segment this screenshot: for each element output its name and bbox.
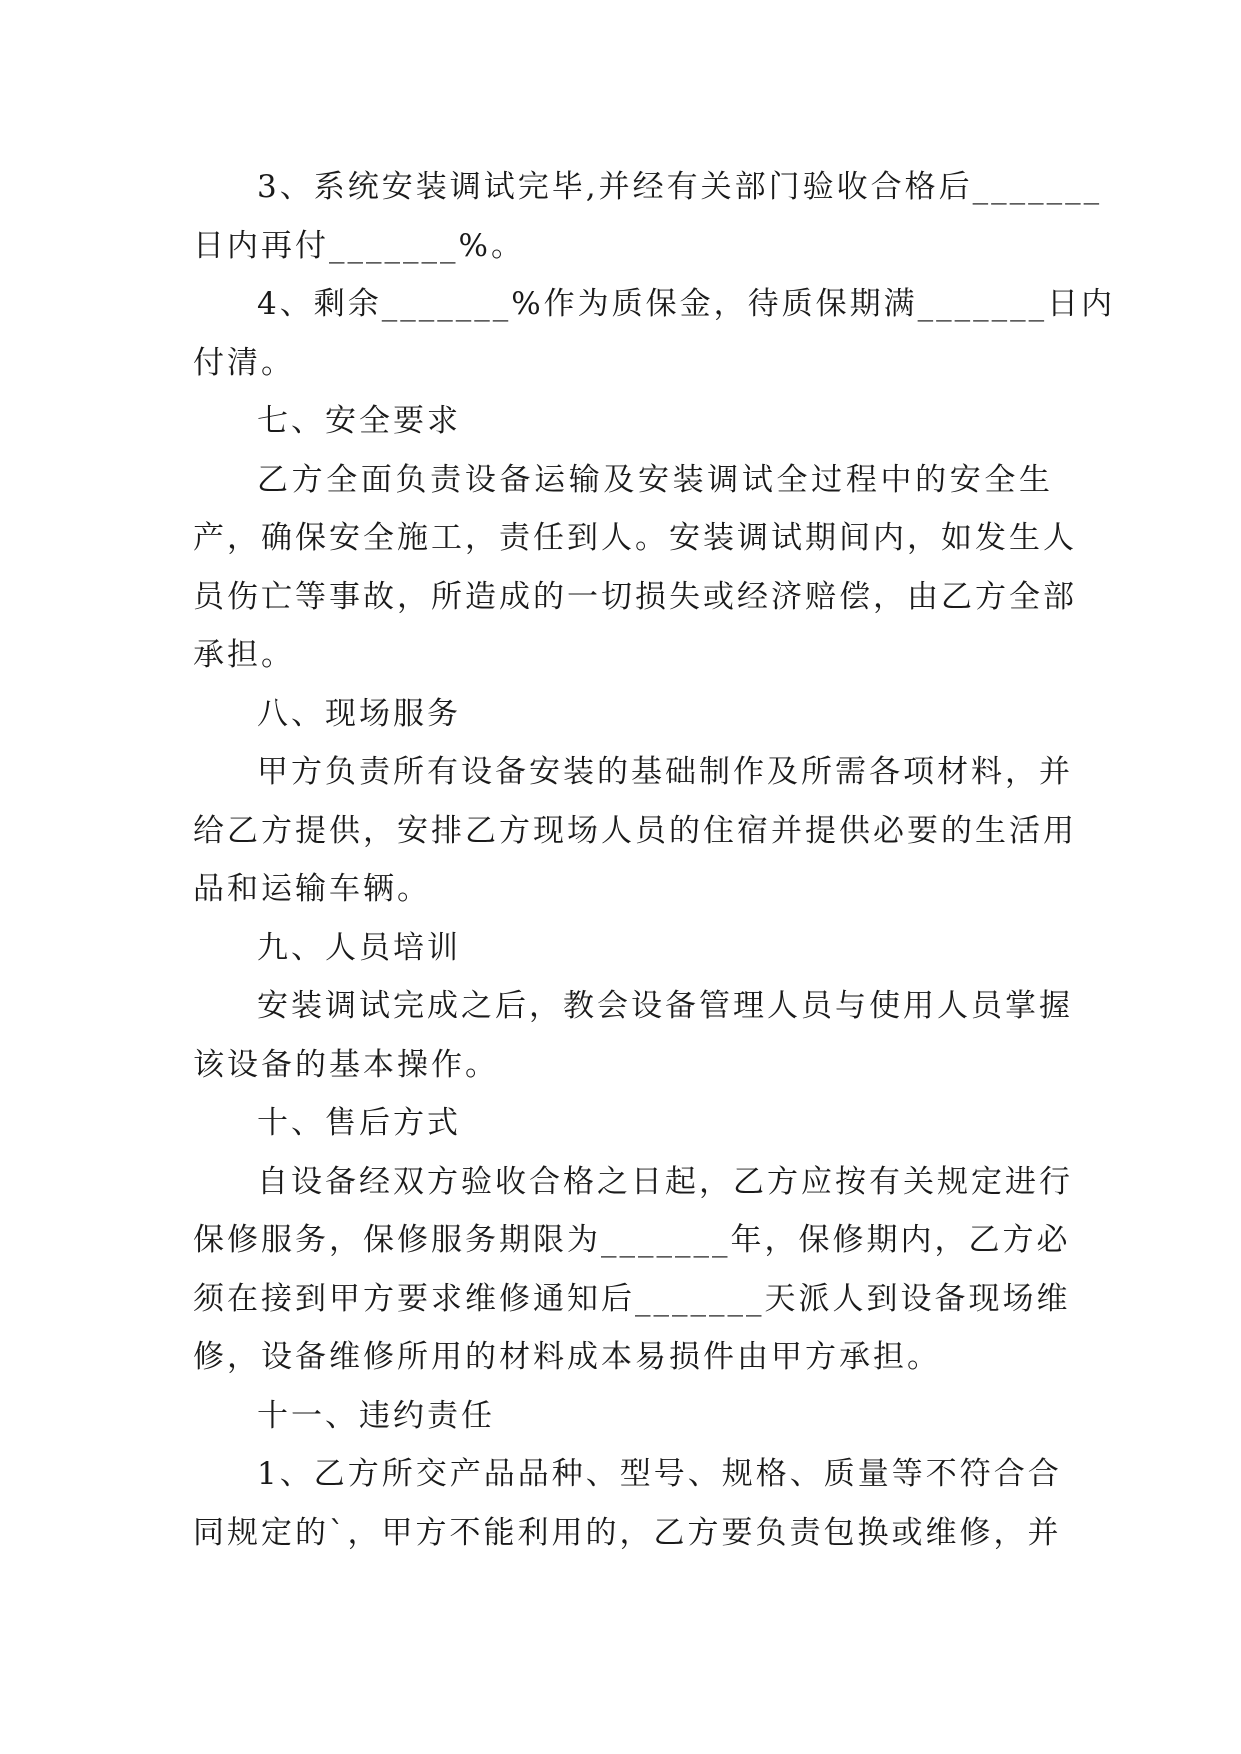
section-heading	[193, 1387, 1053, 1446]
text-line-content: 员伤亡等事故，所造成的一切损失或经济赔偿，由乙方全部	[193, 578, 1077, 615]
text-line	[193, 451, 1053, 510]
section-heading	[193, 919, 1053, 978]
text-line-content: 产，确保安全施工，责任到人。安装调试期间内，如发生人	[193, 520, 1077, 556]
document-page	[193, 158, 1116, 1562]
section-heading	[193, 392, 1053, 451]
text-line	[193, 1153, 1073, 1212]
text-line	[193, 1445, 1062, 1504]
text-line	[193, 1328, 1053, 1387]
text-line-content: 保修服务，保修服务期限为_______年，保修期内，乙方必	[193, 1222, 1071, 1258]
text-line-content: 同规定的`，甲方不能利用的，乙方要负责包换或维修，并	[193, 1514, 1062, 1551]
text-line-content: 给乙方提供，安排乙方现场人员的住宿并提供必要的生活用	[193, 812, 1077, 849]
section-heading-text: 八、现场服务	[257, 695, 461, 732]
text-line	[193, 1036, 1053, 1095]
text-line-content: 4、剩余_______%作为质保金，待质保期满_______日内	[257, 286, 1116, 322]
text-line-content: 安装调试完成之后，教会设备管理人员与使用人员掌握	[257, 988, 1073, 1024]
text-line-content: 甲方负责所有设备安装的基础制作及所需各项材料，并	[257, 754, 1073, 790]
text-line-content: 自设备经双方验收合格之日起，乙方应按有关规定进行	[257, 1163, 1073, 1200]
text-line	[193, 217, 1053, 276]
section-heading	[193, 685, 1053, 744]
text-line-content: 3、系统安装调试完毕,并经有关部门验收合格后_______	[257, 169, 1103, 205]
text-line	[193, 977, 1073, 1036]
text-line-content: 乙方全面负责设备运输及安装调试全过程中的安全生	[257, 461, 1053, 498]
section-heading-text: 十一、违约责任	[257, 1397, 495, 1434]
text-line	[193, 158, 1103, 217]
text-line-content: 1、乙方所交产品品种、型号、规格、质量等不符合合	[257, 1456, 1062, 1492]
section-heading	[193, 1094, 1053, 1153]
text-line	[193, 1270, 1071, 1329]
text-line-content: 该设备的基本操作。	[193, 1046, 499, 1083]
text-line	[193, 802, 1077, 861]
text-line-content: 品和运输车辆。	[193, 871, 431, 907]
section-heading-text: 十、售后方式	[257, 1105, 461, 1141]
text-line	[193, 568, 1077, 627]
text-line	[193, 860, 1053, 919]
section-heading-text: 九、人员培训	[257, 929, 461, 966]
text-line-content: 须在接到甲方要求维修通知后_______天派人到设备现场维	[193, 1280, 1071, 1317]
text-line	[193, 1504, 1062, 1563]
text-line	[193, 626, 1053, 685]
text-line	[193, 1211, 1071, 1270]
text-line	[193, 334, 1053, 393]
text-line-content: 修，设备维修所用的材料成本易损件由甲方承担。	[193, 1339, 941, 1375]
text-line	[193, 743, 1073, 802]
text-line-content: 承担。	[193, 637, 295, 673]
text-line-content: 日内再付_______%。	[193, 227, 525, 264]
text-line	[193, 275, 1116, 334]
text-line-content: 付清。	[193, 344, 295, 381]
text-line	[193, 509, 1077, 568]
section-heading-text: 七、安全要求	[257, 403, 461, 439]
